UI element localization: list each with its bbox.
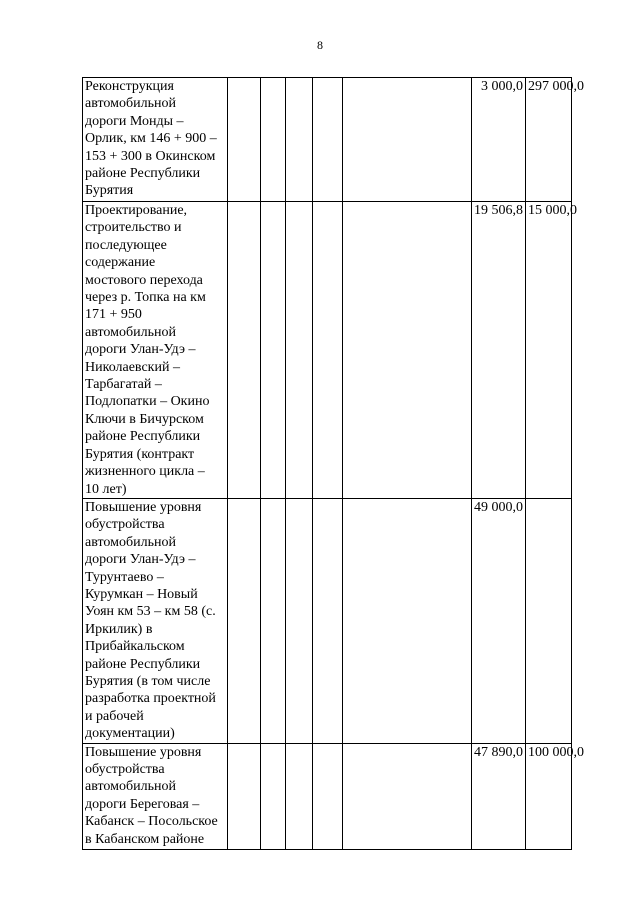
empty-cell <box>261 78 286 202</box>
empty-cell <box>286 202 313 499</box>
table-row <box>83 202 572 499</box>
empty-cell <box>286 743 313 849</box>
value-a-cell: 47 890,0 <box>472 743 526 849</box>
project-name-line: Курумкан – Новый <box>85 586 198 602</box>
project-name-line: Реконструкция <box>85 79 174 94</box>
empty-cell <box>228 202 261 499</box>
empty-cell <box>343 202 472 499</box>
project-name-cell <box>83 498 228 743</box>
project-name-line: Проектирование, <box>85 203 188 218</box>
project-name-line: районе Республики <box>85 429 201 445</box>
empty-cell <box>228 743 261 849</box>
empty-cell <box>343 743 472 849</box>
project-name-line: в Кабанском районе <box>85 831 205 847</box>
value-b-cell: 297 000,0 <box>526 78 572 202</box>
project-name-line: обустройства <box>85 517 165 533</box>
project-name-cell <box>83 78 228 202</box>
project-name-line: и рабочей <box>85 708 144 724</box>
value-b-cell <box>526 498 572 743</box>
project-name-line: дороги Береговая – <box>85 796 200 812</box>
project-name-line: содержание <box>85 255 156 271</box>
project-name-line: Бурятия (в том числе <box>85 673 211 689</box>
project-name-line: Кабанск – Посольское <box>85 814 218 830</box>
page-number: 8 <box>317 38 323 52</box>
empty-cell <box>313 743 343 849</box>
project-name-line: Уоян км 53 – км 58 (с. <box>85 604 216 620</box>
project-name-line: автомобильной <box>85 779 176 795</box>
project-name-line: мостового перехода <box>85 272 203 288</box>
project-name-line: Ключи в Бичурском <box>85 411 204 427</box>
project-name-line: районе Республики <box>85 656 201 672</box>
project-name-line: Бурятия <box>85 183 134 199</box>
empty-cell <box>313 202 343 499</box>
project-name-line: Турунтаево – <box>85 569 164 585</box>
project-name-line: 171 + 950 <box>85 307 142 323</box>
project-name-line: обустройства <box>85 762 165 777</box>
empty-cell <box>261 202 286 499</box>
value-b-cell: 15 000,0 <box>526 202 572 499</box>
project-name-line: через р. Топка на км <box>85 290 206 306</box>
project-name-cell <box>83 743 228 849</box>
value-a-cell: 3 000,0 <box>472 78 526 202</box>
project-name-line: документации) <box>85 726 175 742</box>
project-name-line: автомобильной <box>85 324 176 340</box>
project-name-line: Повышение уровня <box>85 744 202 760</box>
project-name-line: Подлопатки – Окино <box>85 394 210 410</box>
value-b-cell: 100 000,0 <box>526 743 572 849</box>
project-name-line: Прибайкальском <box>85 639 185 655</box>
project-name-line: Тарбагатай – <box>85 377 162 393</box>
empty-cell <box>313 78 343 202</box>
project-name-line: Николаевский – <box>85 359 180 375</box>
empty-cell <box>228 498 261 743</box>
empty-cell <box>286 78 313 202</box>
project-name-line: автомобильной <box>85 534 176 550</box>
empty-cell <box>261 743 286 849</box>
empty-cell <box>343 498 472 743</box>
value-a-cell: 19 506,8 <box>472 202 526 499</box>
project-name-line: Бурятия (контракт <box>85 446 195 462</box>
project-name-cell <box>83 202 228 499</box>
empty-cell <box>228 78 261 202</box>
project-name-line: жизненного цикла – <box>85 464 205 480</box>
project-name-line: 10 лет) <box>85 481 127 497</box>
project-name-line: Орлик, км 146 + 900 – <box>85 131 217 147</box>
project-name-line: разработка проектной <box>85 691 216 707</box>
project-name-line: автомобильной <box>85 96 176 112</box>
project-name-line: 153 + 300 в Окинском <box>85 148 216 164</box>
project-name-line: дороги Улан-Удэ – <box>85 342 196 358</box>
empty-cell <box>261 498 286 743</box>
project-name-line: последующее <box>85 237 167 253</box>
table-row <box>83 743 572 849</box>
empty-cell <box>313 498 343 743</box>
table-row <box>83 498 572 743</box>
project-name-line: районе Республики <box>85 166 201 182</box>
budget-table <box>82 77 584 850</box>
table-body <box>83 78 584 850</box>
table-row <box>83 78 572 202</box>
empty-cell <box>286 498 313 743</box>
project-name-line: Иркилик) в <box>85 621 153 637</box>
empty-cell <box>343 78 472 202</box>
project-name-line: дороги Улан-Удэ – <box>85 552 196 568</box>
project-name-line: дороги Монды – <box>85 113 184 129</box>
project-name-line: Повышение уровня <box>85 499 202 515</box>
project-name-line: строительство и <box>85 220 182 236</box>
value-a-cell: 49 000,0 <box>472 498 526 743</box>
